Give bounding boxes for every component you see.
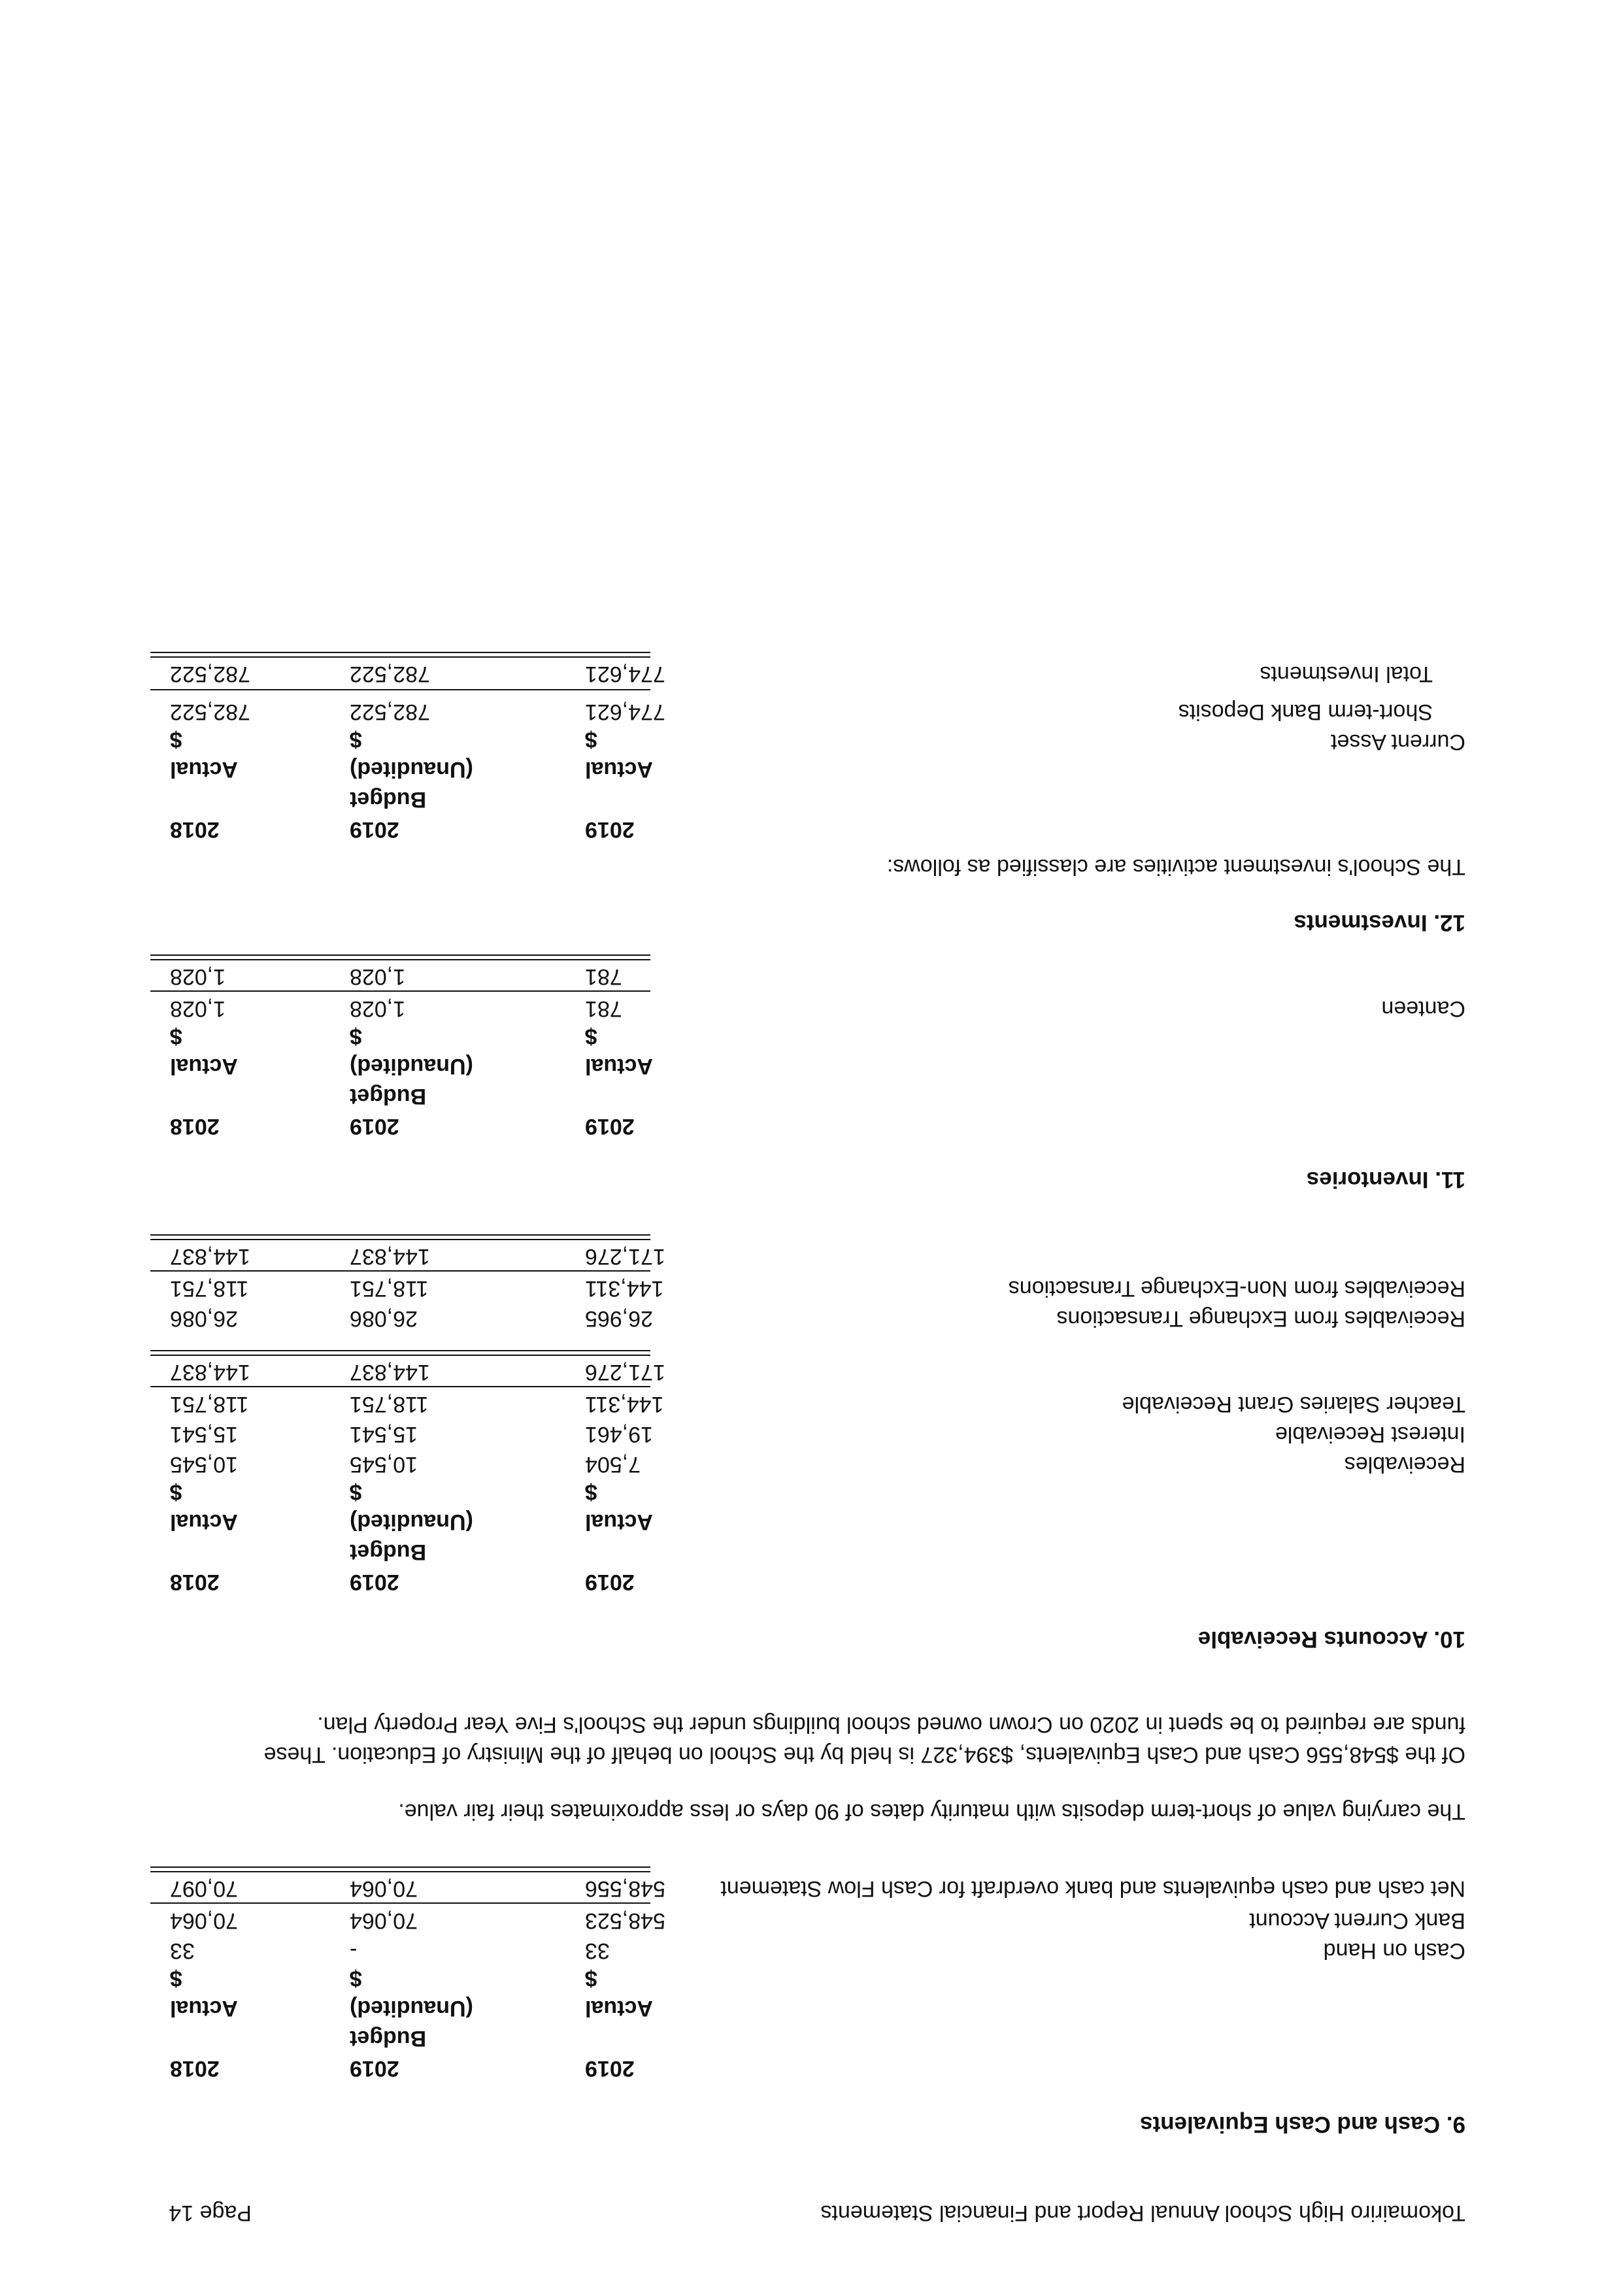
column-2019-budget-header: 2019 Budget (Unaudited) $	[350, 727, 473, 842]
column-2019-budget-header: 2019 Budget (Unaudited) $	[350, 1024, 473, 1139]
row-label: Receivables from Exchange Transactions	[1056, 1306, 1465, 1331]
column-2018-actual-header: 2018 Actual $	[170, 727, 238, 842]
subtotal-rule	[150, 1270, 650, 1272]
row-label: Cash on Hand	[1323, 1938, 1465, 1963]
value-2018-actual: 33	[170, 1938, 195, 1963]
column-2019-budget-header: 2019 Budget (Unaudited) $	[350, 1966, 473, 2081]
value-2019-budget: 144,837	[350, 1244, 430, 1269]
value-2018-actual: 782,522	[170, 700, 250, 724]
value-2018-actual: 15,541	[170, 1422, 238, 1447]
section-9-title: 9. Cash and Cash Equivalents	[1140, 2112, 1465, 2137]
subtotal-rule	[150, 1386, 650, 1387]
column-2019-actual-header: 2019 Actual $	[585, 1966, 653, 2081]
column-2018-actual-header: 2018 Actual $	[170, 1024, 238, 1139]
column-2018-actual-header: 2018 Actual $	[170, 1479, 238, 1595]
value-2019-actual: 781	[585, 964, 622, 989]
group-label: Current Asset	[1331, 730, 1465, 754]
column-2019-actual-header: 2019 Actual $	[585, 1024, 653, 1139]
value-2019-actual: 26,965	[585, 1306, 653, 1331]
value-2019-budget: -	[350, 1938, 358, 1963]
value-2018-actual: 70,097	[170, 1876, 238, 1901]
section-12-title: 12. Investments	[1294, 910, 1465, 936]
document-title: Tokomairiro High School Annual Report and Financial Statements	[820, 2201, 1465, 2225]
subtotal-rule	[150, 689, 650, 690]
value-2018-actual: 1,028	[170, 996, 226, 1021]
value-2018-actual: 118,751	[170, 1392, 249, 1417]
row-label: Interest Receivable	[1275, 1422, 1465, 1447]
value-2019-actual: 171,276	[585, 1360, 665, 1385]
note-paragraph: The carrying value of short-term deposits with maturity dates of 90 days or less approximates their fair value.	[398, 1799, 1465, 1824]
value-2019-budget: 144,837	[350, 1360, 430, 1385]
value-2019-budget: 118,751	[350, 1392, 429, 1417]
value-2018-actual: 70,064	[170, 1908, 238, 1933]
value-2019-budget: 1,028	[350, 964, 406, 989]
value-2018-actual: 10,545	[170, 1452, 238, 1477]
value-2019-actual: 548,556	[585, 1876, 665, 1901]
value-2019-actual: 548,523	[585, 1908, 665, 1933]
column-2018-actual-header: 2018 Actual $	[170, 1966, 238, 2081]
value-2018-actual: 26,086	[170, 1306, 238, 1331]
total-double-rule	[150, 1350, 650, 1356]
value-2018-actual: 144,837	[170, 1244, 250, 1269]
value-2019-budget: 70,064	[350, 1908, 418, 1933]
row-label: Teacher Salaries Grant Receivable	[1122, 1392, 1465, 1417]
column-2019-actual-header: 2019 Actual $	[585, 727, 653, 842]
value-2018-actual: 118,751	[170, 1276, 249, 1301]
value-2019-budget: 26,086	[350, 1306, 418, 1331]
value-2019-budget: 782,522	[350, 662, 430, 686]
value-2019-actual: 144,311	[585, 1276, 664, 1301]
value-2019-budget: 70,064	[350, 1876, 418, 1901]
value-2019-budget: 1,028	[350, 996, 406, 1021]
row-label: Receivables from Non-Exchange Transactions	[1008, 1276, 1465, 1301]
value-2018-actual: 1,028	[170, 964, 226, 989]
subtotal-rule	[150, 1902, 650, 1904]
total-double-rule	[150, 1866, 650, 1872]
value-2019-actual: 144,311	[585, 1392, 664, 1417]
value-2019-actual: 19,461	[585, 1422, 653, 1447]
column-2019-budget-header: 2019 Budget (Unaudited) $	[350, 1479, 473, 1595]
value-2019-actual: 7,504	[585, 1452, 641, 1477]
value-2019-budget: 118,751	[350, 1276, 429, 1301]
row-label: Short-term Bank Deposits	[1178, 700, 1433, 724]
page-number: Page 14	[169, 2201, 252, 2225]
value-2019-actual: 774,621	[585, 700, 665, 724]
note-paragraph: Of the $548,556 Cash and Cash Equivalents, $394,327 is held by the School on behalf of the Ministry of Education. These	[263, 1742, 1465, 1767]
section-12-intro: The School's investment activities are classified as follows:	[886, 854, 1465, 879]
value-2019-actual: 33	[585, 1938, 610, 1963]
value-2019-actual: 774,621	[585, 662, 665, 686]
note-paragraph: funds are required to be spent in 2020 on Crown owned school buildings under the School's Five Year Property Plan.	[317, 1712, 1465, 1737]
total-double-rule	[150, 652, 650, 658]
row-label: Canteen	[1381, 996, 1465, 1021]
value-2019-actual: 171,276	[585, 1244, 665, 1269]
value-2018-actual: 144,837	[170, 1360, 250, 1385]
row-label: Net cash and cash equivalents and bank overdraft for Cash Flow Statement	[720, 1876, 1465, 1901]
total-double-rule	[150, 954, 650, 960]
row-label: Bank Current Account	[1249, 1908, 1465, 1933]
value-2019-budget: 15,541	[350, 1422, 418, 1447]
value-2018-actual: 782,522	[170, 662, 250, 686]
column-2019-actual-header: 2019 Actual $	[585, 1479, 653, 1595]
value-2019-budget: 10,545	[350, 1452, 418, 1477]
total-double-rule	[150, 1234, 650, 1240]
value-2019-budget: 782,522	[350, 700, 430, 724]
row-label: Receivables	[1344, 1452, 1465, 1477]
value-2019-actual: 781	[585, 996, 622, 1021]
section-11-title: 11. Inventories	[1306, 1167, 1465, 1192]
row-label: Total Investments	[1260, 662, 1433, 686]
section-10-title: 10. Accounts Receivable	[1197, 1627, 1465, 1652]
subtotal-rule	[150, 990, 650, 992]
